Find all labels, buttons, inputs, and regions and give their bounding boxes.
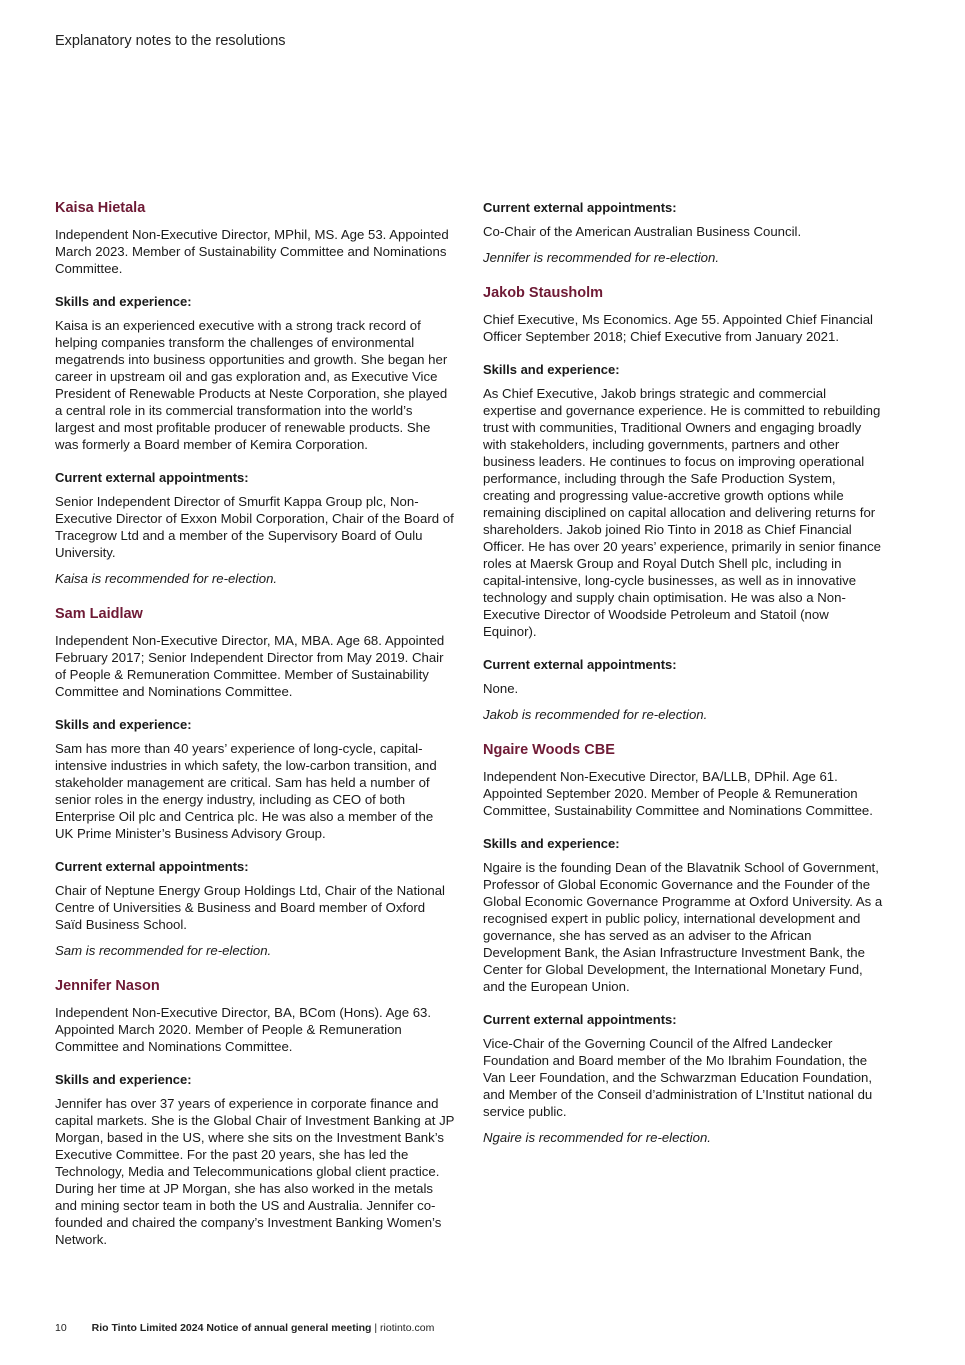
director-name: Ngaire Woods CBE xyxy=(483,742,615,758)
appointments-heading: Current external appointments: xyxy=(483,1012,677,1027)
director-name: Kaisa Hietala xyxy=(55,200,146,216)
recommendation: Jennifer is recommended for re-election. xyxy=(483,250,720,265)
recommendation: Sam is recommended for re-election. xyxy=(55,943,272,958)
skills-heading: Skills and experience: xyxy=(483,362,620,377)
director-intro: Chief Executive, Ms Economics. Age 55. Appointed Chief Financial Officer September 2018; Chief Executive from January 2021. xyxy=(483,312,873,344)
director-profile-jennifer-nason xyxy=(55,977,455,1248)
appointments-text: Chair of Neptune Energy Group Holdings Ltd, Chair of the National Centre of Universities & Business and Board member of Oxford Saïd Business School. xyxy=(55,883,445,932)
skills-heading: Skills and experience: xyxy=(55,717,192,732)
appointments-heading: Current external appointments: xyxy=(483,657,677,672)
page-header: Explanatory notes to the resolutions xyxy=(55,33,286,49)
footer-separator: | xyxy=(374,1322,378,1334)
skills-text: Ngaire is the founding Dean of the Blavatnik School of Government, Professor of Global Economic Governance and the Founder of the Global Economic Governance Programme at Oxford University. As a recognised expert in public policy, international development and governance, she has served as an adviser to the African Development Bank, the Asian Infrastructure Investment Bank, the Center for Global Development, the International Monetary Fund, and the European Union. xyxy=(483,860,883,994)
director-name: Jennifer Nason xyxy=(55,978,160,994)
skills-heading: Skills and experience: xyxy=(483,836,620,851)
appointments-text: Co-Chair of the American Australian Business Council. xyxy=(483,224,802,239)
skills-text: As Chief Executive, Jakob brings strategic and commercial expertise and governance experience. He is committed to rebuilding trust with communities, Traditional Owners and engaging broadly with stakeholders, including governments, partners and other business leaders. He continues to focus on improving operational performance, including through the Safe Production System, creating and progressing value-accretive growth options while remaining disciplined on capital allocation and delivering returns for shareholders. Jakob joined Rio Tinto in 2018 as Chief Financial Officer. He has over 20 years’ experience, primarily in senior finance roles at Maersk Group and Royal Dutch Shell plc, including in capital-intensive, long-cycle businesses, as well as in innovative technology and supply chain optimisation. He was also a Non-Executive Director of Woodside Petroleum and Statoil (now Equinor). xyxy=(483,386,882,639)
appointments-text: Vice-Chair of the Governing Council of the Alfred Landecker Foundation and Board member of the Mo Ibrahim Foundation, the Van Leer Foundation, and the Schwarzman Education Foundation, and Member of the Conseil d’administration of L’Institut national du service public. xyxy=(483,1036,873,1119)
director-intro: Independent Non-Executive Director, MPhil, MS. Age 53. Appointed March 2023. Member of Sustainability Committee and Nominations Committee. xyxy=(55,227,449,276)
appointments-heading: Current external appointments: xyxy=(483,200,677,215)
page-footer xyxy=(55,1322,434,1334)
appointments-heading: Current external appointments: xyxy=(55,859,249,874)
director-profile-ngaire-woods xyxy=(483,741,883,1146)
left-column xyxy=(55,199,455,1266)
website-link[interactable]: riotinto.com xyxy=(380,1322,435,1334)
director-name: Sam Laidlaw xyxy=(55,606,143,622)
appointments-heading: Current external appointments: xyxy=(55,470,249,485)
appointments-text: Senior Independent Director of Smurfit Kappa Group plc, Non-Executive Director of Exxon Mobil Corporation, Chair of the Board of Tracegrow Ltd and a member of the Supervisory Board of Oulu University. xyxy=(55,494,454,560)
right-column xyxy=(483,199,883,1164)
skills-text: Sam has more than 40 years’ experience of long-cycle, capital-intensive industries in which safety, the low-carbon transition, and stakeholder management are critical. Sam has held a number of senior roles in the energy industry, including as CEO of both Enterprise Oil plc and Centrica plc. He was also a member of the UK Prime Minister’s Business Advisory Group. xyxy=(55,741,437,841)
director-name: Jakob Stausholm xyxy=(483,285,604,301)
director-intro: Independent Non-Executive Director, BA, BCom (Hons). Age 63. Appointed March 2020. Member of People & Remuneration Committee and Nominations Committee. xyxy=(55,1005,432,1054)
page-number: 10 xyxy=(55,1322,67,1334)
director-profile-sam-laidlaw xyxy=(55,605,455,959)
publication-title: Rio Tinto Limited 2024 Notice of annual general meeting xyxy=(91,1322,372,1334)
recommendation: Kaisa is recommended for re-election. xyxy=(55,571,278,586)
appointments-text: None. xyxy=(483,681,519,696)
skills-heading: Skills and experience: xyxy=(55,1072,192,1087)
skills-heading: Skills and experience: xyxy=(55,294,192,309)
director-intro: Independent Non-Executive Director, BA/LLB, DPhil. Age 61. Appointed September 2020. Member of People & Remuneration Committee, Sustainability Committee and Nominations Committee. xyxy=(483,769,873,818)
director-profile-jakob-stausholm xyxy=(483,284,883,723)
recommendation: Jakob is recommended for re-election. xyxy=(483,707,708,722)
recommendation: Ngaire is recommended for re-election. xyxy=(483,1130,711,1145)
director-profile-jennifer-nason-continued xyxy=(483,199,883,266)
director-profile-kaisa-hietala xyxy=(55,199,455,587)
skills-text: Kaisa is an experienced executive with a strong track record of helping companies transform the challenges of environmental megatrends into business opportunities and growth. She began her career in upstream oil and gas exploration and, as Executive Vice President of Renewable Products at Neste Corporation, she played a central role in its commercial transformation into the world’s largest and most profitable producer of renewable products. She was formerly a Board member of Kemira Corporation. xyxy=(55,318,448,452)
skills-text: Jennifer has over 37 years of experience in corporate finance and capital markets. She is the Global Chair of Investment Banking at JP Morgan, based in the US, where she sits on the Investment Bank’s Executive Committee. For the past 20 years, she has led the Technology, Media and Telecommunications global client practice. During her time at JP Morgan, she has also worked in the metals and mining sector team in both the US and Australia. Jennifer co-founded and chaired the company’s Investment Banking Women’s Network. xyxy=(55,1096,455,1247)
director-intro: Independent Non-Executive Director, MA, MBA. Age 68. Appointed February 2017; Senior Independent Director from May 2019. Chair of People & Remuneration Committee. Member of Sustainability Committee and Nominations Committee. xyxy=(55,633,445,699)
